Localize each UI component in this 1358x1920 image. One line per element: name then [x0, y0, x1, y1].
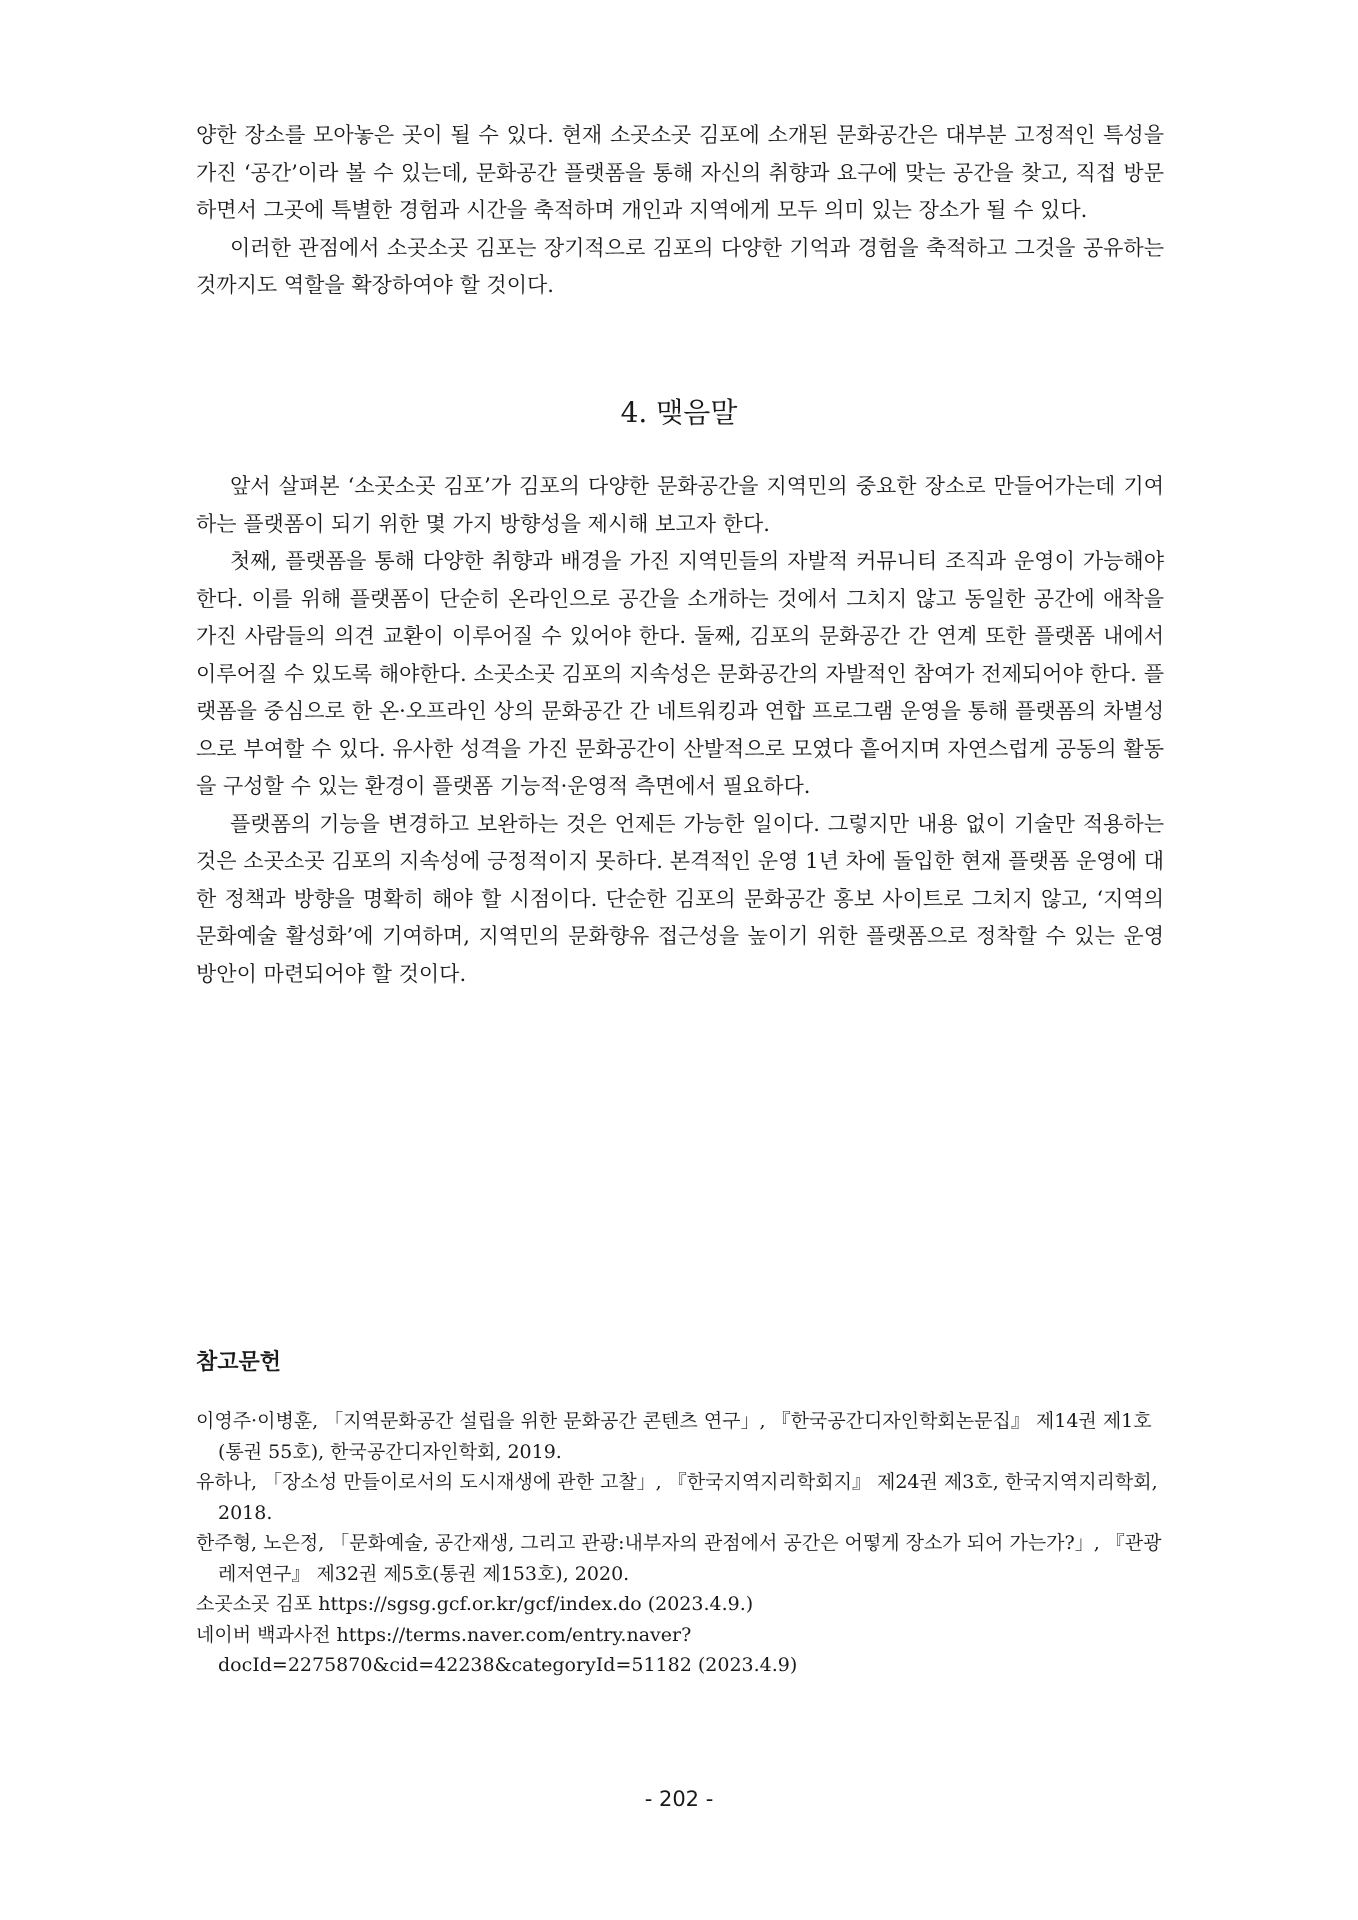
paragraph: 첫째, 플랫폼을 통해 다양한 취향과 배경을 가진 지역민들의 자발적 커뮤니티 조직과 운영이 가능해야 한다. 이를 위해 플랫폼이 단순히 온라인으로 공간을 소개하는 것에서 그치지 않고 동일한 공간에 애착을 가진 사람들의 의견 교환이 이루어질 수 있어야 한다. 둘째, 김포의 문화공간 간 연계 또한 플랫폼 내에서 이루어질 수 있도록 해야한다. 소곳소곳 김포의 지속성은 문화공간의 자발적인 참여가 전제되어야 한다. 플랫폼을 중심으로 한 온·오프라인 상의 문화공간 간 네트워킹과 연합 프로그램 운영을 통해 플랫폼의 차별성으로 부여할 수 있다. 유사한 성격을 가진 문화공간이 산발적으로 모였다 흩어지며 자연스럽게 공동의 활동을 구성할 수 있는 환경이 플랫폼 기능적·운영적 측면에서 필요하다. — [196, 549, 1164, 798]
reference-item: 이영주·이병훈, 「지역문화공간 설립을 위한 문화공간 콘텐츠 연구」, 『한국공간디자인학회논문집』 제14권 제1호(통권 55호), 한국공간디자인학회, 2019. — [196, 1410, 1152, 1463]
reference-item: 소곳소곳 김포 https://sgsg.gcf.or.kr/gcf/index.do (2023.4.9.) — [196, 1593, 754, 1615]
references-list — [196, 1406, 1164, 1681]
paragraph: 플랫폼의 기능을 변경하고 보완하는 것은 언제든 가능한 일이다. 그렇지만 내용 없이 기술만 적용하는 것은 소곳소곳 김포의 지속성에 긍정적이지 못하다. 본격적인 운영 1년 차에 돌입한 현재 플랫폼 운영에 대한 정책과 방향을 명확히 해야 할 시점이다. 단순한 김포의 문화공간 홍보 사이트로 그치지 않고, ‘지역의 문화예술 활성화’에 기여하며, 지역민의 문화향유 접근성을 높이기 위한 플랫폼으로 정착할 수 있는 운영 방안이 마련되어야 할 것이다. — [196, 811, 1164, 986]
reference-item: 한주형, 노은정, 「문화예술, 공간재생, 그리고 관광:내부자의 관점에서 공간은 어떻게 장소가 되어 가는가?」, 『관광레저연구』 제32권 제5호(통권 제153호), 2020. — [196, 1532, 1162, 1585]
reference-item: 네이버 백과사전 https://terms.naver.com/entry.naver?docId=2275870&cid=42238&categoryId=51182 (2023.4.9) — [196, 1623, 798, 1676]
conclusion-text — [196, 468, 1164, 993]
paragraph: 앞서 살펴본 ‘소곳소곳 김포’가 김포의 다양한 문화공간을 지역민의 중요한 장소로 만들어가는데 기여하는 플랫폼이 되기 위한 몇 가지 방향성을 제시해 보고자 한다. — [196, 474, 1164, 536]
reference-item: 유하나, 「장소성 만들이로서의 도시재생에 관한 고찰」, 『한국지역지리학회지』 제24권 제3호, 한국지역지리학회, 2018. — [196, 1471, 1158, 1524]
section-heading: 4. 맺음말 — [620, 396, 738, 429]
intro-text — [196, 117, 1164, 305]
paragraph: 이러한 관점에서 소곳소곳 김포는 장기적으로 김포의 다양한 기억과 경험을 축적하고 그것을 공유하는 것까지도 역할을 확장하여야 할 것이다. — [196, 235, 1164, 297]
page-number: - 202 - — [644, 1787, 714, 1811]
paragraph: 양한 장소를 모아놓은 곳이 될 수 있다. 현재 소곳소곳 김포에 소개된 문화공간은 대부분 고정적인 특성을 가진 ‘공간’이라 볼 수 있는데, 문화공간 플랫폼을 통해 자신의 취향과 요구에 맞는 공간을 찾고, 직접 방문하면서 그곳에 특별한 경험과 시간을 축적하며 개인과 지역에게 모두 의미 있는 장소가 될 수 있다. — [196, 123, 1164, 222]
references-heading: 참고문헌 — [196, 1350, 282, 1375]
